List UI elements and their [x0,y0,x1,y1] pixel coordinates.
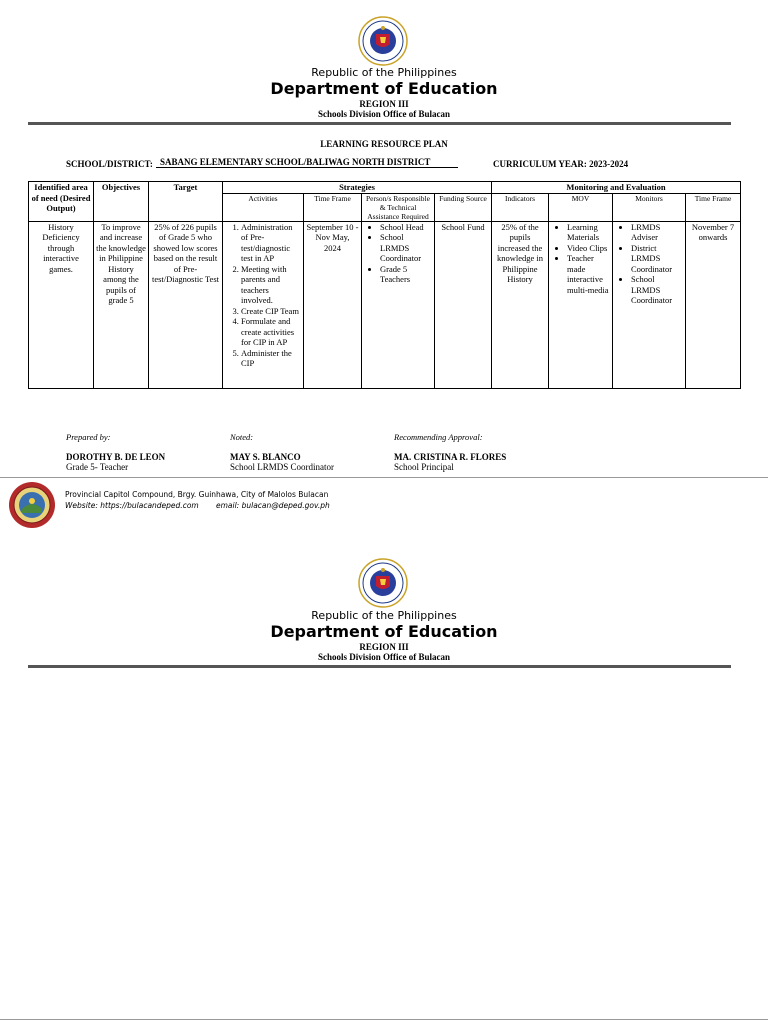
document-title: LEARNING RESOURCE PLAN [320,139,448,149]
list-item: • School LRMDS Coordinator [380,232,432,264]
header-indicators: Indicators [492,193,549,221]
signatory-name: MAY S. BLANCO [230,452,301,462]
cell-target: 25% of 226 pupils of Grade 5 who showed low scores based on the result of Pre-test/Diagnostic Test [149,221,223,388]
list-item: 5. Administer the CIP [241,348,301,369]
learning-resource-plan-table [28,181,741,389]
signatory-name: MA. CRISTINA R. FLORES [394,452,507,462]
republic-heading: Republic of the Philippines [311,66,457,79]
monitors-list [615,222,683,306]
header-me-time-frame: Time Frame [686,193,741,221]
cell-funding: School Fund [435,221,492,388]
list-item: 2. Meeting with parents and teachers involved. [241,264,301,306]
header-persons: Person/s Responsible & Technical Assistance Required [362,193,435,221]
school-label: SCHOOL/DISTRICT: [66,159,153,169]
list-item: 3. Create CIP Team [241,306,301,317]
cell-objectives: To improve and increase the knowledge in Philippine History among the pupils of grade 5 [94,221,149,388]
header-time-frame: Time Frame [304,193,362,221]
header-monitoring: Monitoring and Evaluation [492,182,741,194]
bulacan-seal-icon [8,481,56,529]
header-divider [28,665,731,668]
department-heading: Department of Education [270,79,498,98]
signatory-role: Prepared by: [66,432,111,442]
header-need: Identified area of need (Desired Output) [29,182,94,222]
table-header-row [29,182,741,194]
footer-website: Website: https://bulacandeped.com [65,501,199,510]
page-bottom-divider [0,1019,768,1020]
footer-email: email: bulacan@deped.gov.ph [216,501,330,510]
cell-mov [549,221,613,388]
list-item: 1. Administration of Pre-test/diagnostic test in AP [241,222,301,264]
signatory-position: Grade 5- Teacher [66,462,129,472]
cell-monitors [613,221,686,388]
header-divider [28,122,731,125]
header-activities: Activities [223,193,304,221]
list-item: • Learning Materials [567,222,610,243]
deped-seal-icon [358,16,408,66]
signatory-noted [230,432,390,472]
cell-need: History Deficiency through interactive games. [29,221,94,388]
list-item: • LRMDS Adviser [631,222,683,243]
header-target: Target [149,182,223,222]
signatory-role: Noted: [230,432,254,442]
header-strategies: Strategies [223,182,492,194]
mov-list [551,222,610,296]
deped-seal-icon [358,558,408,608]
region-label: REGION III [359,99,409,109]
footer-address: Provincial Capitol Compound, Brgy. Guinhawa, City of Malolos Bulacan [65,490,329,499]
persons-list [364,222,432,285]
header-mov: MOV [549,193,613,221]
school-value: SABANG ELEMENTARY SCHOOL/BALIWAG NORTH DISTRICT [156,157,458,168]
list-item: • Grade 5 Teachers [380,264,432,285]
footer-divider [0,477,768,478]
table-row [29,221,741,388]
signatory-position: School LRMDS Coordinator [230,462,335,472]
cell-indicators: 25% of the pupils increased the knowledge in Philippine History [492,221,549,388]
cell-activities [223,221,304,388]
signatory-name: DOROTHY B. DE LEON [66,452,166,462]
header-funding: Funding Source [435,193,492,221]
list-item: • School Head [380,222,432,233]
cell-persons [362,221,435,388]
region-label: REGION III [359,642,409,652]
curriculum-year: CURRICULUM YEAR: 2023-2024 [493,159,629,169]
division-label: Schools Division Office of Bulacan [317,652,450,662]
list-item: • School LRMDS Coordinator [631,274,683,306]
list-item: • Teacher made interactive multi-media [567,253,610,295]
activities-list [225,222,301,369]
department-heading: Department of Education [270,622,498,641]
cell-me-time-frame: November 7 onwards [686,221,741,388]
list-item: • District LRMDS Coordinator [631,243,683,275]
republic-heading: Republic of the Philippines [311,609,457,622]
cell-time-frame: September 10 - Nov May, 2024 [304,221,362,388]
signatory-position: School Principal [394,462,454,472]
list-item: • Video Clips [567,243,610,254]
header-monitors: Monitors [613,193,686,221]
signatory-approval [394,432,594,472]
division-label: Schools Division Office of Bulacan [317,109,450,119]
signatory-role: Recommending Approval: [394,432,483,442]
signatory-prepared [66,432,226,472]
list-item: 4. Formulate and create activities for CIP in AP [241,316,301,348]
header-objectives: Objectives [94,182,149,222]
